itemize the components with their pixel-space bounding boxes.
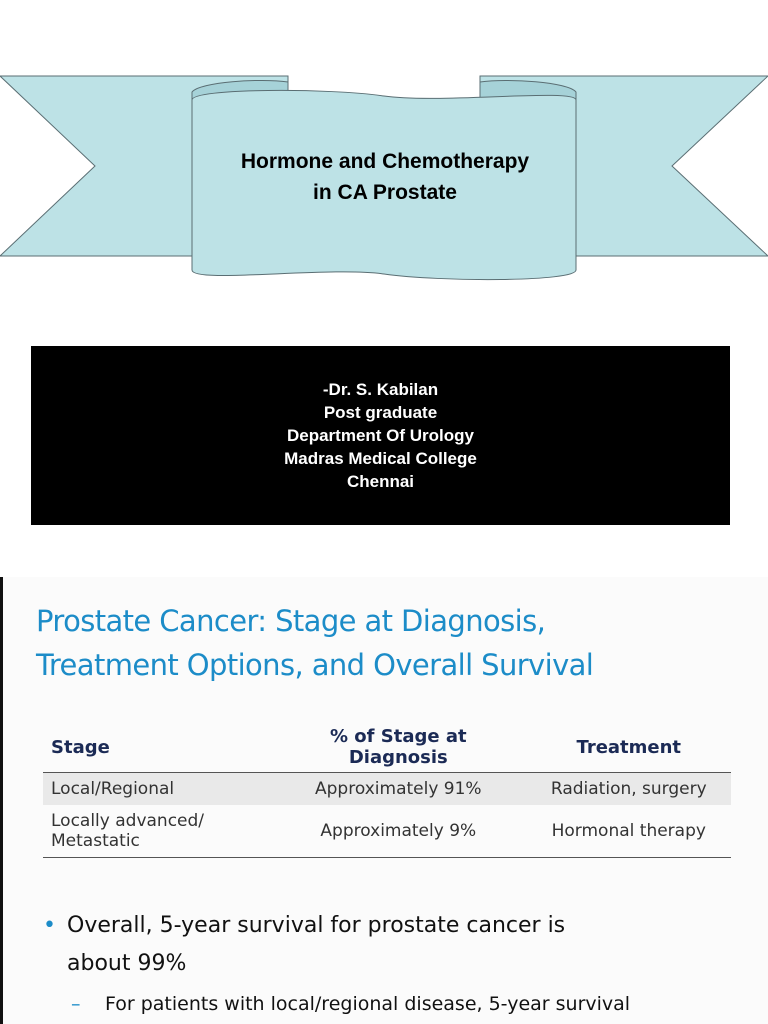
table-row <box>43 773 731 806</box>
table-row <box>43 805 731 858</box>
sub-bullet-text: For patients with local/regional disease, 5-year survival <box>105 993 631 1015</box>
title-line-2: in CA Prostate <box>313 181 457 204</box>
slide-title <box>36 599 756 687</box>
header-treatment: Treatment <box>525 720 731 773</box>
slide-title-line-1: Prostate Cancer: Stage at Diagnosis, <box>36 604 546 638</box>
author-name: -Dr. S. Kabilan <box>322 380 439 399</box>
bullet-dot-icon: • <box>43 913 56 938</box>
cell-stage: Local/Regional <box>43 773 270 806</box>
author-city: Chennai <box>346 472 415 491</box>
presentation-title <box>195 146 575 208</box>
author-department: Department Of Urology <box>286 426 475 445</box>
slide-title-line-2: Treatment Options, and Overall Survival <box>36 648 594 682</box>
stage-table <box>43 720 731 858</box>
author-info-block <box>31 346 730 525</box>
bullet-list <box>43 907 743 1021</box>
header-stage: Stage <box>43 720 270 773</box>
cell-stage-line-2: Metastatic <box>51 831 140 851</box>
title-line-1: Hormone and Chemotherapy <box>240 150 530 173</box>
cell-percent: Approximately 9% <box>270 805 525 858</box>
cell-treatment: Radiation, surgery <box>525 773 731 806</box>
header-percent: % of Stage at Diagnosis <box>270 720 525 773</box>
bullet-text-line-1: Overall, 5-year survival for prostate cancer is <box>67 913 566 938</box>
cell-stage <box>43 805 270 858</box>
dash-icon: – <box>71 993 81 1015</box>
author-position: Post graduate <box>323 403 438 422</box>
bullet-text-line-2: about 99% <box>67 951 187 976</box>
cell-treatment: Hormonal therapy <box>525 805 731 858</box>
cell-percent: Approximately 91% <box>270 773 525 806</box>
sub-bullet-item <box>43 987 743 1021</box>
bullet-item <box>43 907 743 983</box>
cell-stage-line-1: Locally advanced/ <box>51 811 205 831</box>
author-college: Madras Medical College <box>284 449 477 468</box>
table-header-row <box>43 720 731 773</box>
slide-stage-survival <box>0 577 768 1024</box>
